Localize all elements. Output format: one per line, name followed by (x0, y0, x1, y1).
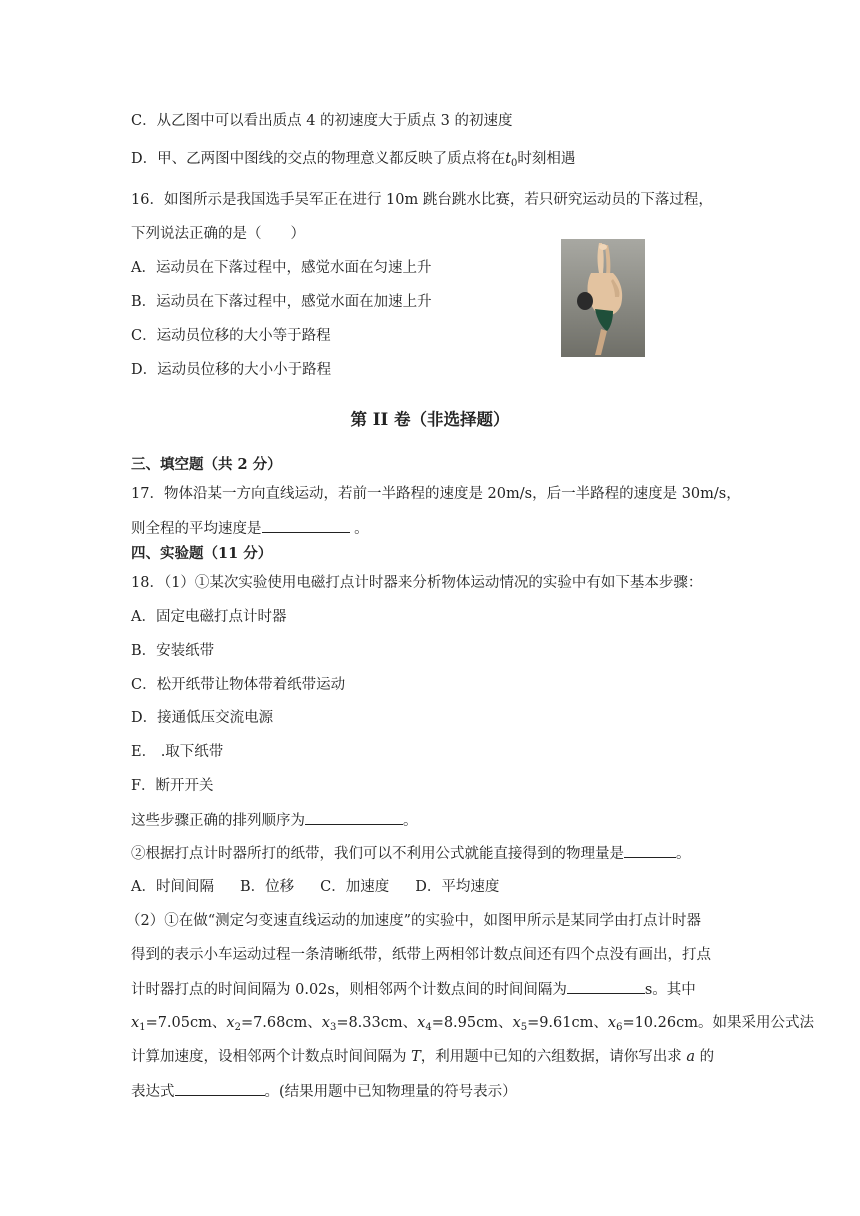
part2-line6: 表达式 。(结果用题中已知物理量的符号表示） (131, 1081, 517, 1102)
part2-line5: 计算加速度，设相邻两个计数点时间间隔为 T，利用题中已知的六组数据，请你写出求 a 的 (131, 1049, 715, 1065)
part2-line2: 得到的表示小车运动过程一条清晰纸带，纸带上两相邻计数点间还有四个点没有画出，打点 (131, 947, 711, 963)
step-c: C．松开纸带让物体带着纸带运动 (131, 677, 346, 693)
section3-heading: 三、填空题（共 2 分） (131, 456, 282, 473)
step-b: B．安装纸带 (131, 643, 215, 659)
q16-stem-line2: 下列说法正确的是（ ） (131, 226, 305, 242)
q16-option-c: C．运动员位移的大小等于路程 (131, 328, 331, 344)
q16-option-a: A．运动员在下落过程中，感觉水面在匀速上升 (131, 260, 432, 276)
q15-option-d: D．甲、乙两图中图线的交点的物理意义都反映了质点将在$t_0$时刻相遇 (131, 151, 576, 169)
diver-photo (561, 239, 645, 357)
step-d: D．接通低压交流电源 (131, 710, 274, 726)
direct-quantity-blank[interactable] (624, 843, 676, 858)
direct-quantity-question: ②根据打点计时器所打的纸带，我们可以不利用公式就能直接得到的物理量是 。 (131, 843, 691, 864)
q15-option-c: C．从乙图中可以看出质点 4 的初速度大于质点 3 的初速度 (131, 113, 513, 129)
order-answer-blank[interactable] (305, 810, 403, 825)
q16-option-d: D．运动员位移的大小小于路程 (131, 362, 332, 378)
step-e: E． .取下纸带 (131, 744, 224, 760)
direct-quantity-options: A．时间间隔 B．位移 C．加速度 D．平均速度 (131, 879, 500, 895)
diver-figure (561, 239, 645, 357)
q18-intro: 18．（1）①某次实验使用电磁打点计时器来分析物体运动情况的实验中有如下基本步骤： (131, 575, 703, 591)
step-f: F．断开开关 (131, 778, 214, 794)
interval-answer-blank[interactable] (567, 979, 645, 994)
q16-option-b: B．运动员在下落过程中，感觉水面在加速上升 (131, 294, 432, 310)
q16-stem-line1: 16．如图所示是我国选手吴军正在进行 10m 跳台跳水比赛，若只研究运动员的下落过程， (131, 192, 713, 208)
part2-line3: 计时器打点的时间间隔为 0.02s，则相邻两个计数点间的时间间隔为 s。其中 (131, 979, 696, 1000)
q17-line2: 则全程的平均速度是 。 (131, 518, 369, 539)
part2-data-line: $x_1=7.05cm$、$x_2=7.68cm$、$x_3=8.33cm$、$x_4=8.95cm$、$x_5=9.61cm$、$x_6=10.26cm$。如果采用公式法 (131, 1015, 814, 1033)
q17-line1: 17．物体沿某一方向直线运动，若前一半路程的速度是 20m/s，后一半路程的速度是 30m/s， (131, 486, 741, 502)
order-question: 这些步骤正确的排列顺序为 。 (131, 810, 418, 831)
step-a: A．固定电磁打点计时器 (131, 609, 287, 625)
part2-line1: （2）①在做“测定匀变速直线运动的加速度”的实验中，如图甲所示是某同学由打点计时器 (126, 913, 702, 929)
q17-answer-blank[interactable] (262, 518, 350, 533)
expression-answer-blank[interactable] (175, 1081, 265, 1096)
part2-title: 第 II 卷（非选择题） (350, 410, 510, 429)
section4-heading: 四、实验题（11 分） (131, 545, 273, 562)
